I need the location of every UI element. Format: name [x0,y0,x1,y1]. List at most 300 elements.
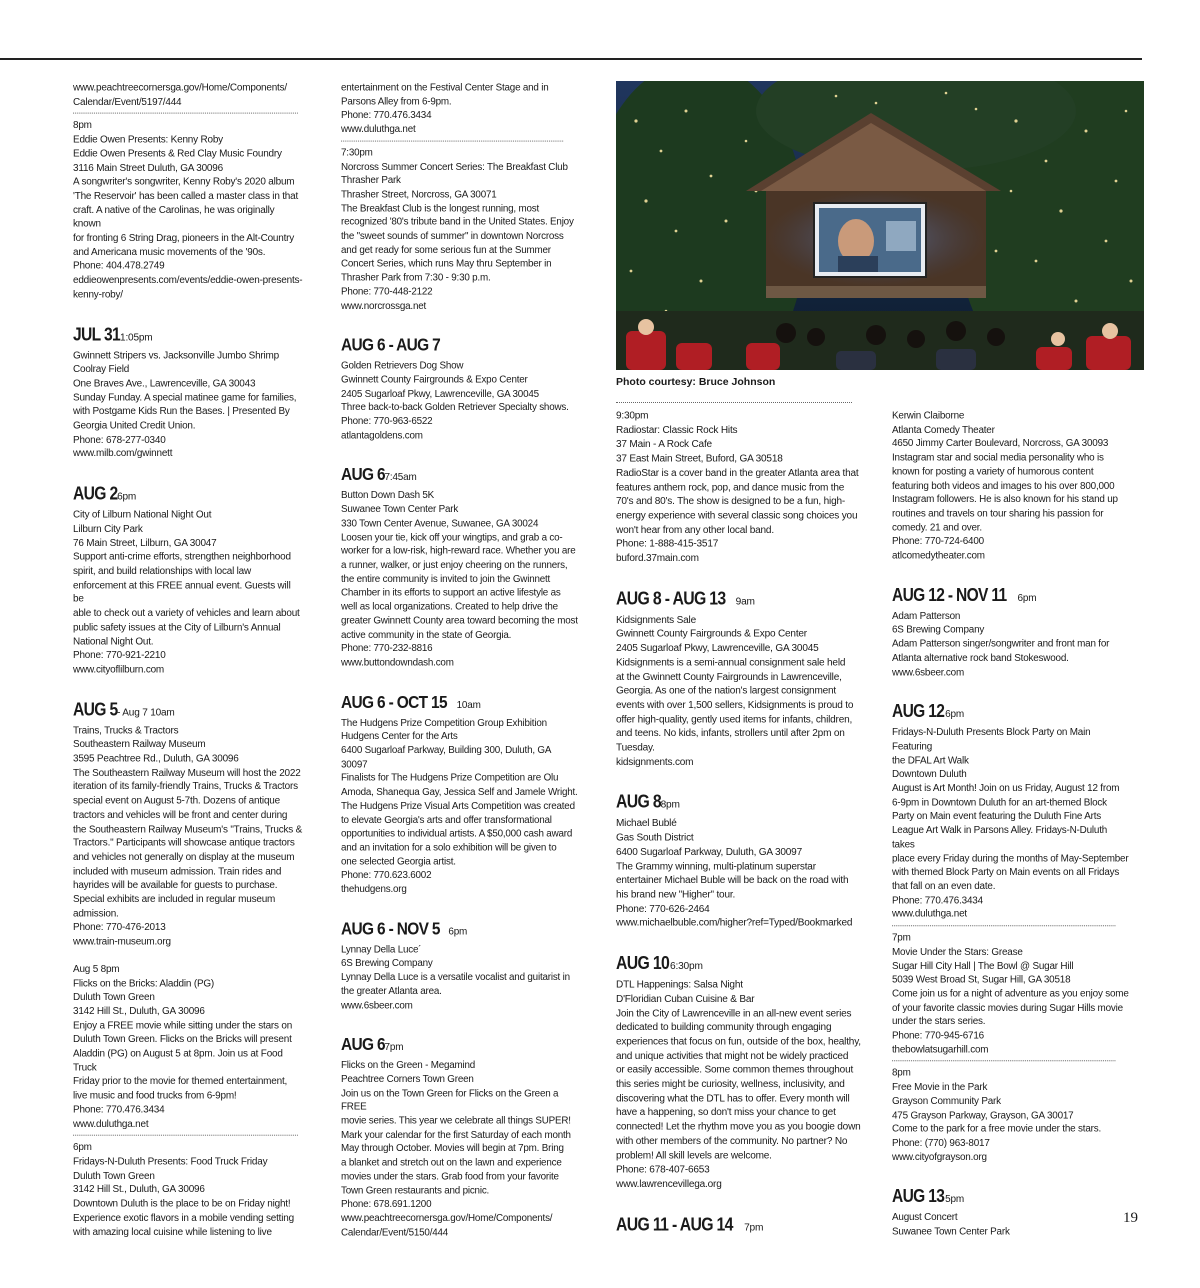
event-entry [73,120,303,303]
event-line: Phone: 770.476.3434 [73,1104,165,1116]
event-line: of your favorite classic movies during Sugar Hills movie [892,1002,1123,1014]
event-line: Michael Bublé [616,818,677,830]
event-line: live music and food trucks from 6-9pm! [73,1090,237,1102]
event-line: dedicated to building community through engaging [616,1022,832,1034]
event-entry [892,410,1130,564]
event-line: Lynnay Della Luce is a versatile vocalist and guitarist in [341,972,570,984]
event-line: Phone: 770-448-2122 [341,286,433,298]
event-entry [616,1214,869,1240]
event-line: and get ready for some serious fun at the Summer [341,245,551,256]
event-line: comedy. 21 and over. [892,522,982,534]
event-line: The Hudgens Prize Visual Arts Competition was created [341,801,575,812]
event-line: Free Movie in the Park [892,1082,988,1093]
event-line: Atlanta Comedy Theater [892,424,995,436]
event-entry [73,483,303,678]
credit-divider [616,402,852,403]
event-line: Party on Main event featuring the Duluth Fine Arts [892,811,1102,823]
event-entry [73,963,303,1136]
event-line: Peachtree Corners Town Green [341,1074,474,1085]
event-line: kidsignments.com [616,757,694,768]
event-line: www.6sbeer.com [341,1000,413,1011]
event-entry [341,82,579,141]
event-entry [73,1142,303,1240]
event-line: and Americana music movements of the '90s. [73,247,266,258]
event-line: included with museum admission. Train rides and [73,866,282,877]
event-line: Radiostar: Classic Rock Hits [616,425,738,436]
event-line: www.cityoflilburn.com [73,664,165,676]
top-rule [0,58,1142,60]
event-date-heading [616,792,869,818]
event-date-heading [73,699,303,725]
event-time: 9am [735,595,755,608]
event-line: connected! Let the rhythm move you as you boogie down [616,1122,861,1133]
event-line: August is Art Month! Join on us Friday, August 12 from [892,783,1120,795]
event-line: 37 East Main Street, Buford, GA 30518 [616,453,783,465]
event-line: routines and travels on tour sharing his passion for [892,508,1104,520]
event-line: Phone: 770-963-6522 [341,416,433,428]
event-line: public safety issues at the City of Lilburn's Annual [73,622,281,634]
event-line: thebowlatsugarhill.com [892,1044,989,1056]
event-line: under the stars series. [892,1016,986,1028]
event-date-heading [341,1034,579,1060]
event-line: tractors and vehicles will be front and center during [73,810,288,821]
event-line: www.6sbeer.com [892,667,965,678]
event-line: Thrasher Park from 7:30 - 9:30 p.m. [341,273,491,284]
event-line: at the Gwinnett County Fairgrounds in Lawrenceville, [616,671,842,683]
event-line: with other members of the community. No partner? No [616,1136,848,1147]
event-time: 8pm [660,799,680,811]
event-line: Instagram followers. He is also known for his stand up [892,494,1118,506]
column-2 [341,82,579,1240]
event-line: admission. [73,908,119,920]
event-line: Phone: 404.478.2749 [73,261,165,272]
event-line: Flicks on the Bricks: Aladdin (PG) [73,978,215,989]
event-date: AUG 10 [616,953,670,975]
event-line: offer high-quality, gently used items for infants, children, [616,714,853,726]
event-time: 6:30pm [670,960,703,973]
event-line: movies under the stars. Grab food from your favorite [341,1171,559,1183]
event-line: experiences that focus on fun, outside of the box, healthy, [616,1036,861,1048]
event-line: 475 Grayson Parkway, Grayson, GA 30017 [892,1110,1074,1121]
event-line: 30097 [341,759,368,770]
event-date: AUG 13 [892,1187,945,1208]
event-line: to elevate Georgia's arts and offer transformational [341,815,552,826]
event-line: Phone: 770-476-2013 [73,922,166,934]
event-line: Concert Series, which runs May thru September in [341,259,552,270]
event-time: 7pm [892,932,911,944]
event-line: the "sweet sounds of summer" in downtown Norcross [341,231,564,242]
event-line: The Southeastern Railway Museum will host the 2022 [73,767,301,779]
event-line: entertainment on the Festival Center Stage and in [341,82,549,94]
event-line: Finalists for The Hudgens Prize Competition are Olu [341,773,559,784]
event-line: Enjoy a FREE movie while sitting under the stars on [73,1020,293,1032]
event-entry [341,147,579,314]
event-line: known for posting a variety of humorous content [892,466,1094,478]
event-entry [73,82,303,114]
event-line: Kerwin Claiborne [892,410,965,422]
event-line: Phone: 770.476.3434 [892,895,983,906]
event-line: Phone: 770-232-8816 [341,643,433,655]
event-line: The Grammy winning, multi-platinum superstar [616,861,816,872]
event-entry [616,410,869,566]
event-line: Downtown Duluth is the place to be on Friday night! [73,1198,291,1210]
event-line: Atlanta alternative rock band Stokeswood. [892,653,1069,664]
event-line: kenny-roby/ [73,289,123,301]
event-date-heading [341,335,579,361]
event-line: Duluth Town Green [73,1170,155,1182]
event-time: 7:30pm [341,147,373,159]
event-line: problem! All skill levels are welcome. [616,1150,772,1162]
event-divider [341,140,563,141]
event-line: 37 Main - A Rock Cafe [616,439,712,451]
event-line: his brand new "Higher" tour. [616,889,736,901]
event-line: Thrasher Street, Norcross, GA 30071 [341,189,497,201]
event-line: Kidsignments Sale [616,614,696,626]
event-line: worker for a low-risk, high-reward race. Whether you are [341,546,576,557]
event-line: Coolray Field [73,364,130,376]
event-line: National Night Out. [73,636,154,648]
event-entry [892,932,1130,1062]
event-entry [892,585,1130,681]
event-line: www.michaelbuble.com/higher?ref=Typed/Bookmarked [616,918,853,929]
event-line: Fridays-N-Duluth Presents Block Party on Main Featuring [892,727,1091,753]
event-date: AUG 11 - AUG 14 [616,1214,733,1235]
event-line: eddieowenpresents.com/events/eddie-owen-presents- [73,275,303,286]
event-line: atlcomedytheater.com [892,550,985,562]
event-entry [892,1186,1130,1240]
event-line: Adam Patterson [892,611,961,622]
event-date-heading [892,701,1130,727]
event-entry [341,1034,579,1240]
event-line: Support anti-crime efforts, strengthen neighborhood [73,552,291,563]
event-line: Instagram star and social media personality who is [892,452,1104,464]
event-line: greater Gwinnett County area toward becoming the most [341,615,578,627]
event-line: Gwinnett Stripers vs. Jacksonville Jumbo Shrimp [73,350,279,362]
event-line: discovering what the DTL has to offer. Every month will [616,1093,850,1105]
event-date: AUG 6 [341,465,385,486]
event-line: a blanket and stretch out on the lawn and experience [341,1157,562,1169]
event-line: Chamber in its efforts to support an active lifestyle as [341,588,561,599]
column-3 [616,410,869,1240]
event-entry [616,953,869,1192]
event-date: AUG 6 - OCT 15 [341,692,447,713]
event-line: Phone: 678.691.1200 [341,1199,432,1211]
event-line: A songwriter's songwriter, Kenny Roby's 2020 album [73,176,295,188]
event-line: The Hudgens Prize Competition Group Exhibition [341,717,547,729]
column-4 [892,410,1130,1240]
event-line: Phone: 770-724-6400 [892,536,984,548]
event-line: this series might be curiosity, wellness, inclusivity, and [616,1079,845,1091]
event-line: Georgia. As one of the nation's largest consignment [616,685,837,697]
event-line: Tuesday. [616,742,655,754]
event-date-heading [616,588,869,614]
event-line: The Breakfast Club is the longest running, most [341,203,540,214]
event-line: Eddie Owen Presents: Kenny Roby [73,134,223,146]
event-line: Phone: 678-277-0340 [73,434,166,446]
event-line: 6-9pm in Downtown Duluth for an art-themed Block [892,797,1107,809]
event-line: www.train-museum.org [73,936,171,948]
event-line: and vehicles not generally on display at the museum [73,852,295,863]
event-entry [892,1067,1130,1165]
event-line: craft. A native of the Carolinas, he was originally known [73,205,275,230]
event-date-heading [892,585,1130,611]
event-line: 6400 Sugarloaf Parkway, Duluth, GA 30097 [616,847,802,858]
event-line: with themed Block Party on Main events on all Fridays [892,867,1120,879]
event-line: Friday prior to the movie for themed entertainment, [73,1076,288,1088]
event-date: AUG 8 [616,792,661,813]
event-line: Gwinnett County Fairgrounds & Expo Center [616,629,807,640]
event-date-heading [341,918,579,944]
event-line: well as local organizations. Created to help drive the [341,602,558,613]
event-line: Come to the park for a free movie under the stars. [892,1124,1102,1135]
event-line: recognized '80's tribute band in the United States. Enjoy [341,217,574,228]
event-line: Phone: 770-921-2210 [73,650,166,662]
event-line: opportunities to individual artists. A $50,000 cash award [341,829,573,840]
event-divider [73,1135,298,1136]
event-line: 3142 Hill St., Duluth, GA 30096 [73,1184,205,1196]
event-line: the DFAL Art Walk [892,755,969,767]
event-date-heading [616,953,869,979]
event-line: Parsons Alley from 6-9pm. [341,96,452,108]
event-line: Town Green restaurants and picnic. [341,1185,490,1197]
event-line: energy experience with several classic song choices you [616,510,858,522]
event-line: Experience exotic flavors in a mobile vending setting [73,1213,294,1224]
event-time: 9:30pm [616,410,649,422]
event-line: 3595 Peachtree Rd., Duluth, GA 30096 [73,753,239,765]
event-line: Calendar/Event/5150/444 [341,1227,449,1238]
event-line: active community in the state of Georgia. [341,629,512,641]
event-line: and an invitation for a solo exhibition will be given to [341,842,557,854]
event-time: 10am [456,698,481,711]
event-line: Come join us for a night of adventure as you enjoy some [892,988,1129,1000]
event-date-heading [892,1186,1130,1212]
event-line: www.duluthga.net [892,909,967,920]
event-time: 6pm [448,925,468,938]
event-time: 8pm [892,1068,911,1079]
event-divider [892,1061,1115,1062]
column-1 [73,82,303,1240]
page-number: 19 [1123,1210,1138,1226]
event-line: Georgia United Credit Union. [73,420,196,432]
event-date-heading [73,483,303,509]
event-line: www.duluthga.net [341,124,416,136]
event-line: www.norcrossga.net [341,300,427,312]
event-line: City of Lilburn National Night Out [73,509,212,521]
event-line: a runner, walker, or just enjoy cheering on the runners, [341,560,568,571]
event-time: - Aug 7 10am [117,706,175,719]
event-line: atlantagoldens.com [341,430,423,441]
event-time: 7pm [384,1041,404,1054]
event-line: Three back-to-back Golden Retriever Specialty shows. [341,402,569,414]
event-line: www.milb.com/gwinnett [73,448,173,460]
event-line: Sunday Funday. A special matinee game for families, [73,392,297,404]
event-line: with Postgame Kids Run the Bases. | Presented By [73,406,290,418]
event-line: Movie Under the Stars: Grease [892,946,1023,958]
event-line: www.cityofgrayson.org [892,1152,987,1163]
event-line: Phone: 770-945-6716 [892,1030,984,1042]
event-date: AUG 6 - AUG 7 [341,335,441,356]
event-line: 'The Reservoir' has been called a master class in that [73,191,299,202]
event-line: Join the City of Lawrenceville in an all-new event series [616,1008,852,1019]
event-line: May through October. Movies will begin at 7pm. Bring [341,1144,564,1155]
event-line: Phone: 770.623.6002 [341,870,432,882]
event-line: or easily accessible. Some common themes throughout [616,1065,854,1076]
event-line: won't hear from any other local band. [616,524,774,536]
event-date: JUL 31 [73,324,121,345]
event-line: Sugar Hill City Hall | The Bowl @ Sugar Hill [892,960,1074,972]
event-date-heading [73,324,303,350]
event-line: Button Down Dash 5K [341,490,435,502]
event-line: featuring both videos and images to his over 800,000 [892,480,1115,492]
event-line: Phone: 770.476.3434 [341,110,432,122]
event-line: Suwanee Town Center Park [341,504,459,516]
event-line: that fall on an even date. [892,881,996,893]
event-line: with amazing local cuisine while listening to live [73,1227,272,1238]
event-line: League Art Walk in Parsons Alley. Fridays-N-Duluth takes [892,825,1108,851]
event-line: Eddie Owen Presents & Red Clay Music Foundry [73,148,282,160]
event-line: 6S Brewing Company [892,625,985,636]
event-line: and teens. No kids, infants, strollers until after 2pm on [616,728,845,740]
event-line: D'Floridian Cuban Cuisine & Bar [616,994,755,1005]
event-date: AUG 12 [892,702,945,723]
event-line: www.peachtreecornersga.gov/Home/Components/ [341,1213,553,1224]
event-line: Grayson Community Park [892,1096,1001,1107]
photo-credit: Photo courtesy: Bruce Johnson [616,376,776,388]
event-line: Tractors." Participants will showcase antique tractors [73,838,295,849]
event-entry [616,588,869,771]
event-line: Aladdin (PG) on August 5 at 8pm. Join us at Food Truck [73,1048,283,1074]
event-line: Phone: 1-888-415-3517 [616,538,719,550]
event-date: AUG 8 - AUG 13 [616,588,726,610]
event-time: 5pm [945,1193,964,1206]
event-line: Phone: 770-626-2464 [616,904,710,915]
event-line: Special exhibits are included in regular museum [73,894,276,906]
event-line: Mark your calendar for the first Saturday of each month [341,1130,571,1141]
event-line: 330 Town Center Avenue, Suwanee, GA 30024 [341,518,539,530]
event-line: Fridays-N-Duluth Presents: Food Truck Friday [73,1156,268,1168]
event-line: www.buttondowndash.com [341,657,454,669]
event-line: RadioStar is a cover band in the greater Atlanta area that [616,467,859,479]
event-line: 2405 Sugarloaf Pkwy, Lawrenceville, GA 30045 [616,643,819,654]
event-line: Suwanee Town Center Park [892,1226,1010,1238]
event-date: AUG 6 - NOV 5 [341,919,440,940]
event-line: Hudgens Center for the Arts [341,731,458,743]
event-line: buford.37main.com [616,553,699,564]
event-line: movie series. This year we celebrate all things SUPER! [341,1116,571,1127]
event-line: the entire community is invited to join the Gwinnett [341,574,551,585]
event-line: Norcross Summer Concert Series: The Breakfast Club [341,161,568,173]
event-line: Flicks on the Green - Megamind [341,1060,476,1072]
event-line: 3116 Main Street Duluth, GA 30096 [73,162,223,174]
event-line: Kidsignments is a semi-annual consignment sale held [616,657,846,669]
event-date-heading [341,464,579,490]
event-line: hayrides will be available for guests to purchase. [73,880,278,892]
event-entry [73,324,303,462]
event-line: events with over 1,500 sellers, Kidsignments is proud to [616,700,854,711]
event-line: www.peachtreecornersga.gov/Home/Components/ [73,82,287,94]
event-line: Golden Retrievers Dog Show [341,361,464,372]
event-entry [616,792,869,932]
event-line: Thrasher Park [341,175,401,187]
event-time: Aug 5 8pm [73,964,120,975]
event-line: entertainer Michael Buble will be back on the road with [616,875,849,887]
event-line: Southeastern Railway Museum [73,739,206,751]
event-line: Loosen your tie, kick off your wingtips, and grab a co- [341,532,563,543]
event-line: one selected Georgia artist. [341,856,456,868]
event-line: able to check out a variety of vehicles and learn about [73,608,300,619]
event-time: 6pm [117,490,137,503]
event-line: Phone: 678-407-6653 [616,1164,710,1176]
event-line: 6400 Sugarloaf Parkway, Building 300, Duluth, GA [341,745,552,757]
event-date: AUG 5 [73,699,118,720]
event-line: 76 Main Street, Lilburn, GA 30047 [73,538,217,549]
event-line: and unique activities that might not be widely practiced [616,1050,849,1062]
event-line: enforcement at this FREE annual event. Guests will be [73,580,291,605]
event-time: 1:05pm [120,331,153,343]
event-date: AUG 2 [73,484,118,505]
event-line: www.duluthga.net [73,1119,149,1130]
event-line: Amoda, Shanequa Gay, Jessica Self and Jamele Wright. [341,787,578,798]
event-line: One Braves Ave., Lawrenceville, GA 30043 [73,378,256,390]
event-entry [341,918,579,1013]
event-line: Gwinnett County Fairgrounds & Expo Center [341,375,528,386]
event-entry [892,701,1130,926]
stage-movie-photo [616,81,1144,370]
event-line: Lilburn City Park [73,524,143,535]
event-line: features anthem rock, pop, and dance music from the [616,482,845,493]
event-entry [341,464,579,670]
event-line: the greater Atlanta area. [341,986,442,997]
event-line: Calendar/Event/5197/444 [73,97,182,108]
event-line: Downtown Duluth [892,769,967,781]
event-entry [73,699,303,950]
event-line: 4650 Jimmy Carter Boulevard, Norcross, GA 30093 [892,438,1109,450]
event-line: Join us on the Town Green for Flicks on the Green a FREE [341,1088,559,1113]
event-divider [73,113,298,114]
event-line: Gas South District [616,832,694,844]
event-line: DTL Happenings: Salsa Night [616,979,743,991]
event-line: for fronting 6 String Drag, pioneers in the Alt-Country [73,233,295,244]
event-line: have a happening, so don't miss your chance to get [616,1107,836,1119]
event-line: Duluth Town Green. Flicks on the Bricks will present [73,1034,292,1046]
event-time: 6pm [1017,592,1037,604]
event-date: AUG 12 - NOV 11 [892,585,1007,606]
event-line: Duluth Town Green [73,992,155,1003]
event-time: 7pm [744,1221,764,1233]
event-time: 7:45am [384,471,417,484]
event-line: Trains, Trucks & Tractors [73,725,179,737]
event-line: special event on August 5-7th. Dozens of antique [73,796,280,807]
event-line: 3142 Hill St., Duluth, GA 30096 [73,1006,205,1017]
event-line: 2405 Sugarloaf Pkwy, Lawrenceville, GA 30045 [341,388,539,400]
event-date-heading [341,691,579,717]
event-line: Adam Patterson singer/songwriter and front man for [892,639,1110,650]
event-time: 8pm [73,120,92,132]
event-line: 5039 West Broad St, Sugar Hill, GA 30518 [892,974,1071,986]
event-line: thehudgens.org [341,884,407,896]
event-entry [341,335,579,444]
event-date-heading [616,1214,869,1240]
event-line: the Southeastern Railway Museum's "Trains, Trucks & [73,824,303,835]
event-time: 6pm [73,1142,92,1154]
event-entry [341,691,579,897]
event-divider [892,925,1115,926]
event-line: 6S Brewing Company [341,958,433,970]
event-time: 6pm [945,708,964,721]
event-line: Lynnay Della Luce´ [341,944,422,956]
event-line: spirit, and build relationships with local law [73,566,252,577]
event-line: www.lawrencevillega.org [616,1178,722,1190]
